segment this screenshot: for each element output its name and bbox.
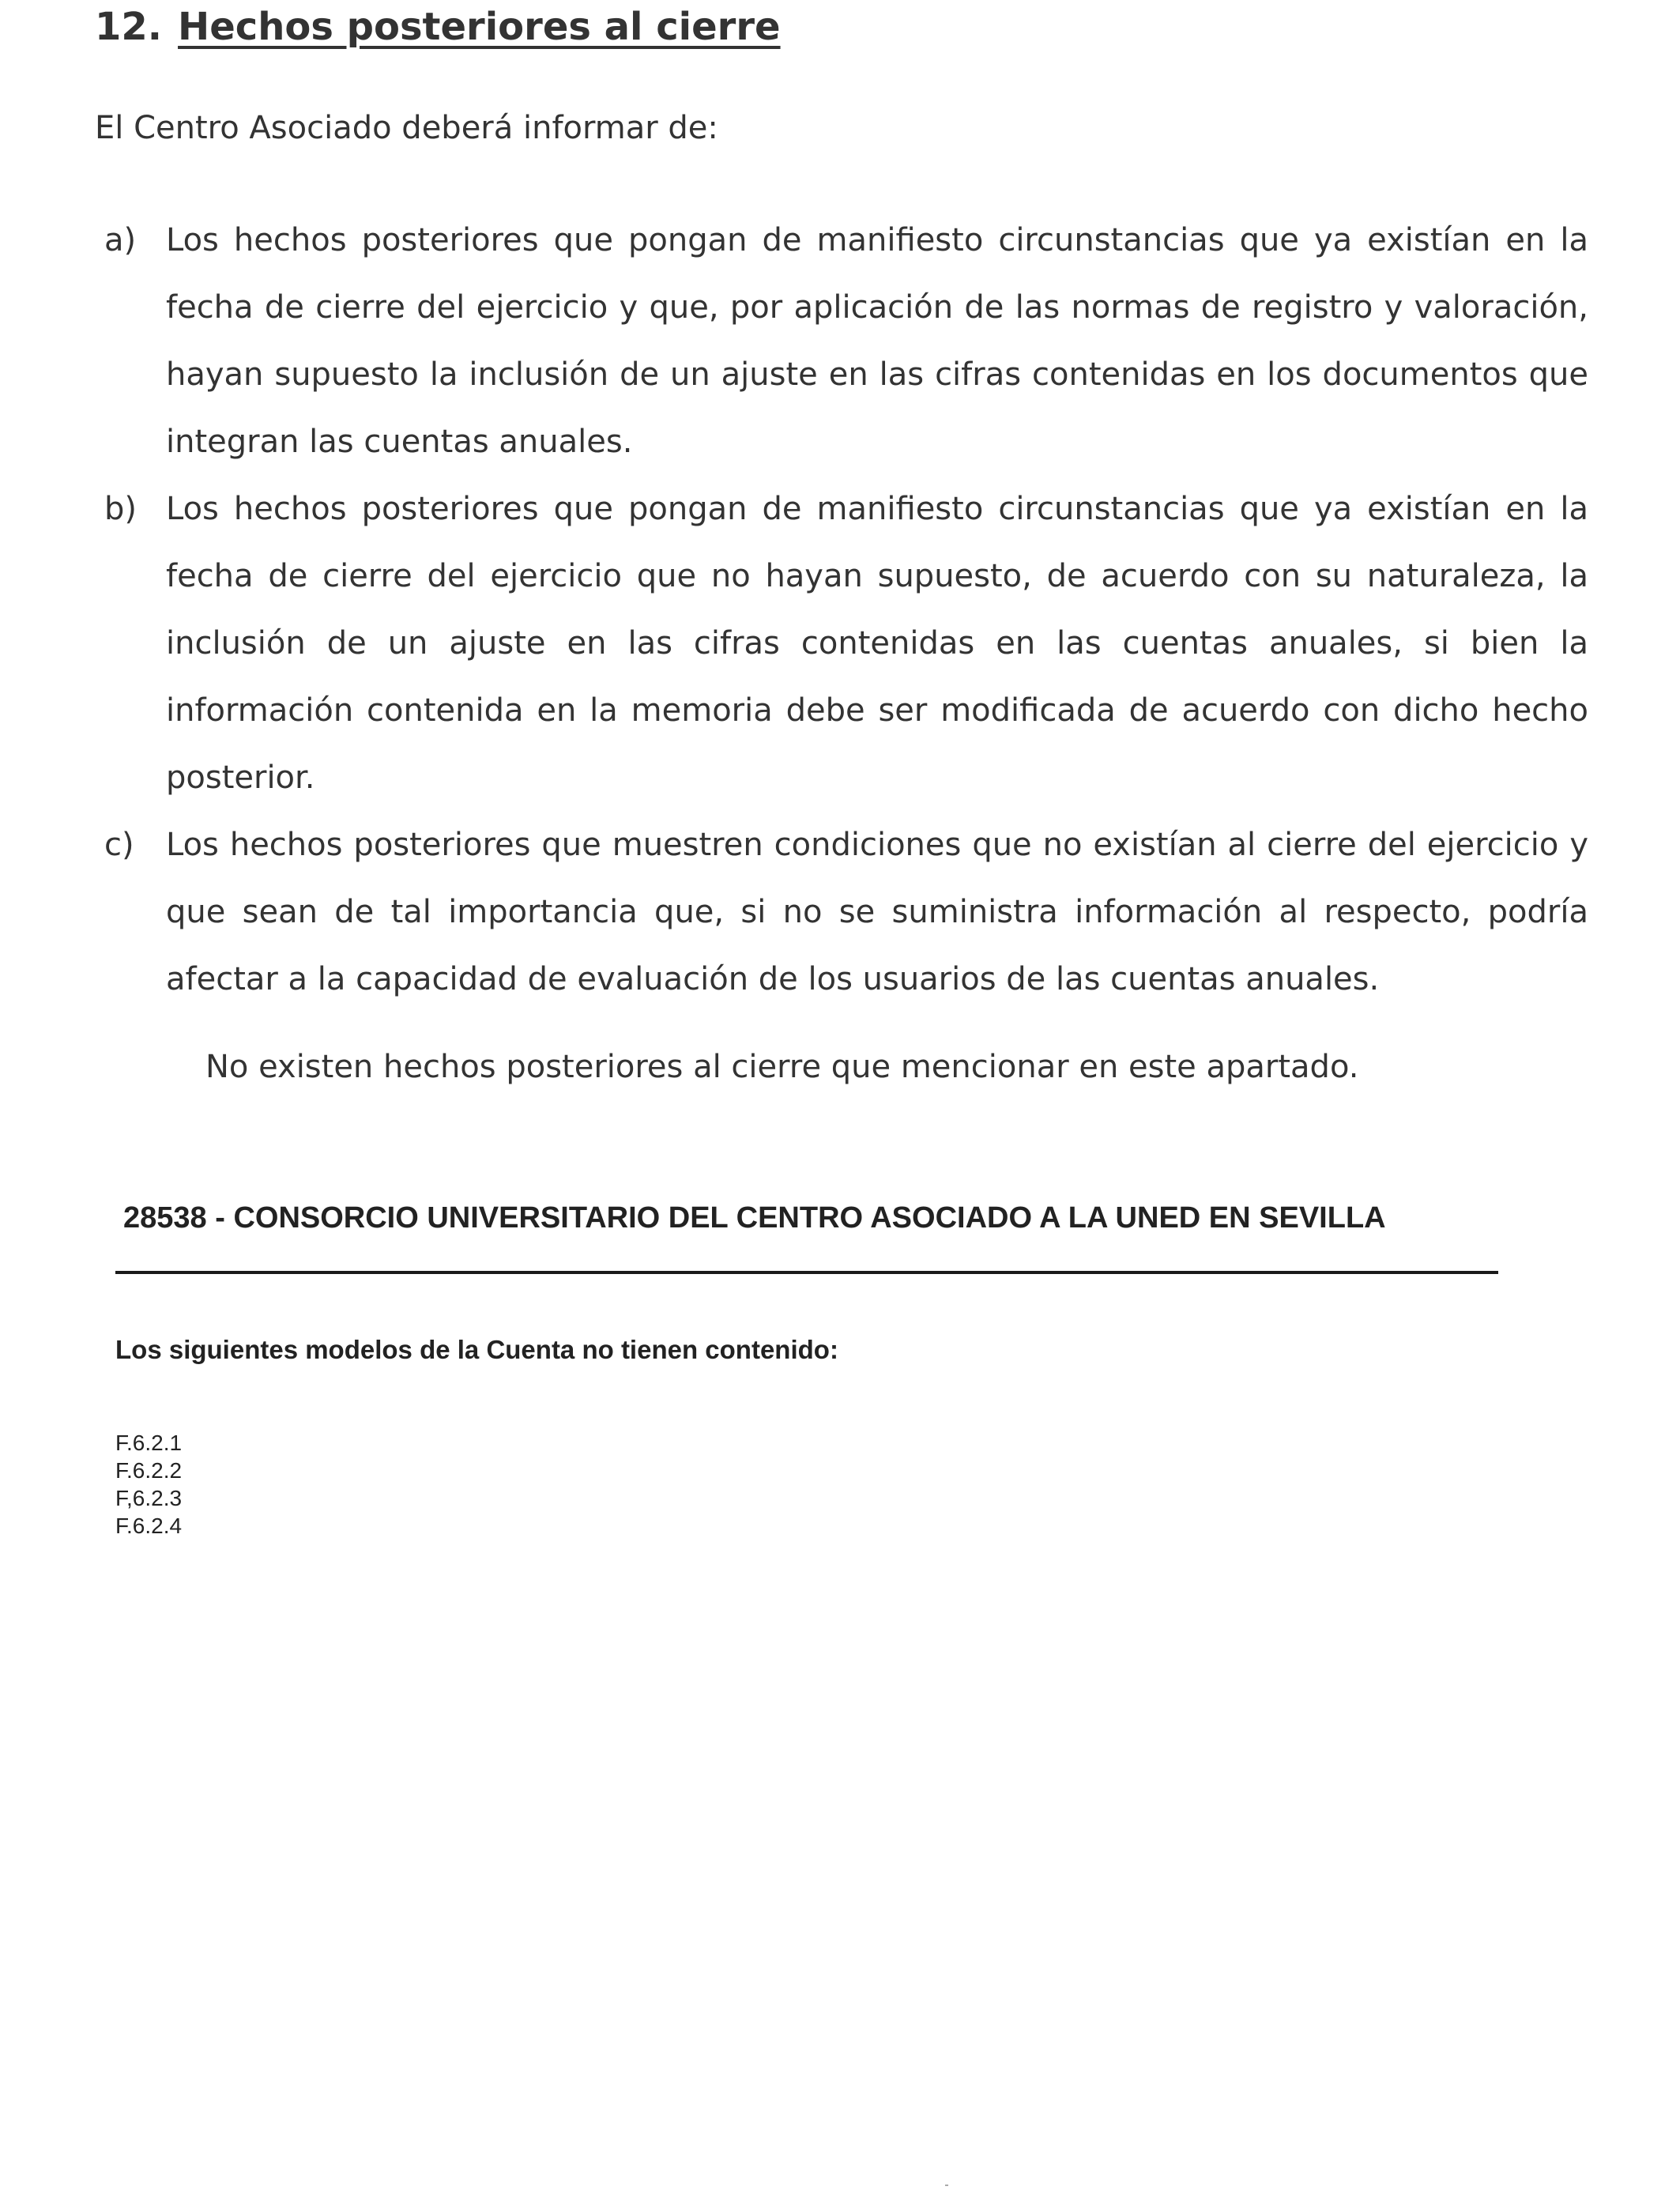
empty-models-heading: Los siguientes modelos de la Cuenta no tienen contenido: — [115, 1335, 838, 1364]
list-item — [95, 476, 1588, 812]
model-code: F,6.2.3 — [115, 1486, 183, 1510]
list-item-text: Los hechos posteriores que muestren condiciones que no existían al cierre del ejercicio y que sean de tal importancia que, si no se suministra información al respecto, podría afectar a la capacidad de evaluación de los usuarios de las cuentas anuales. — [166, 827, 1588, 997]
section-title: Hechos posteriores al cierre — [178, 5, 781, 49]
model-code: F.6.2.1 — [115, 1431, 183, 1455]
list-item — [95, 812, 1588, 1013]
list-marker: b) — [104, 491, 137, 527]
list-item-text: Los hechos posteriores que pongan de manifiesto circunstancias que ya existían en la fecha de cierre del ejercicio y que, por aplicación de las normas de registro y valoración, hayan supuesto la inclusión de un ajuste en las cifras contenidas en los documentos que integran las cuentas anuales. — [166, 222, 1588, 460]
intro-paragraph: El Centro Asociado deberá informar de: — [95, 110, 718, 146]
section-number: 12. — [95, 5, 163, 49]
list-marker: c) — [104, 827, 134, 863]
list-item-text: Los hechos posteriores que pongan de manifiesto circunstancias que ya existían en la fecha de cierre del ejercicio que no hayan supuesto, de acuerdo con su naturaleza, la inclusión de un ajuste en las cifras contenidas en las cuentas anuales, si bien la información contenida en la memoria debe ser modificada de acuerdo con dicho hecho posterior. — [166, 491, 1588, 796]
list-marker: a) — [104, 222, 137, 258]
organization-divider — [115, 1271, 1498, 1274]
list-item — [95, 207, 1588, 476]
no-events-note: No existen hechos posteriores al cierre que mencionar en este apartado. — [205, 1049, 1359, 1085]
empty-models-list — [115, 1429, 182, 1540]
criteria-list — [95, 207, 1588, 1013]
model-code: F.6.2.4 — [115, 1514, 183, 1538]
page-mark — [945, 2185, 948, 2186]
model-code: F.6.2.2 — [115, 1458, 183, 1483]
organization-title: 28538 - CONSORCIO UNIVERSITARIO DEL CENTRO ASOCIADO A LA UNED EN SEVILLA — [123, 1201, 1386, 1235]
section-heading — [95, 2, 781, 52]
